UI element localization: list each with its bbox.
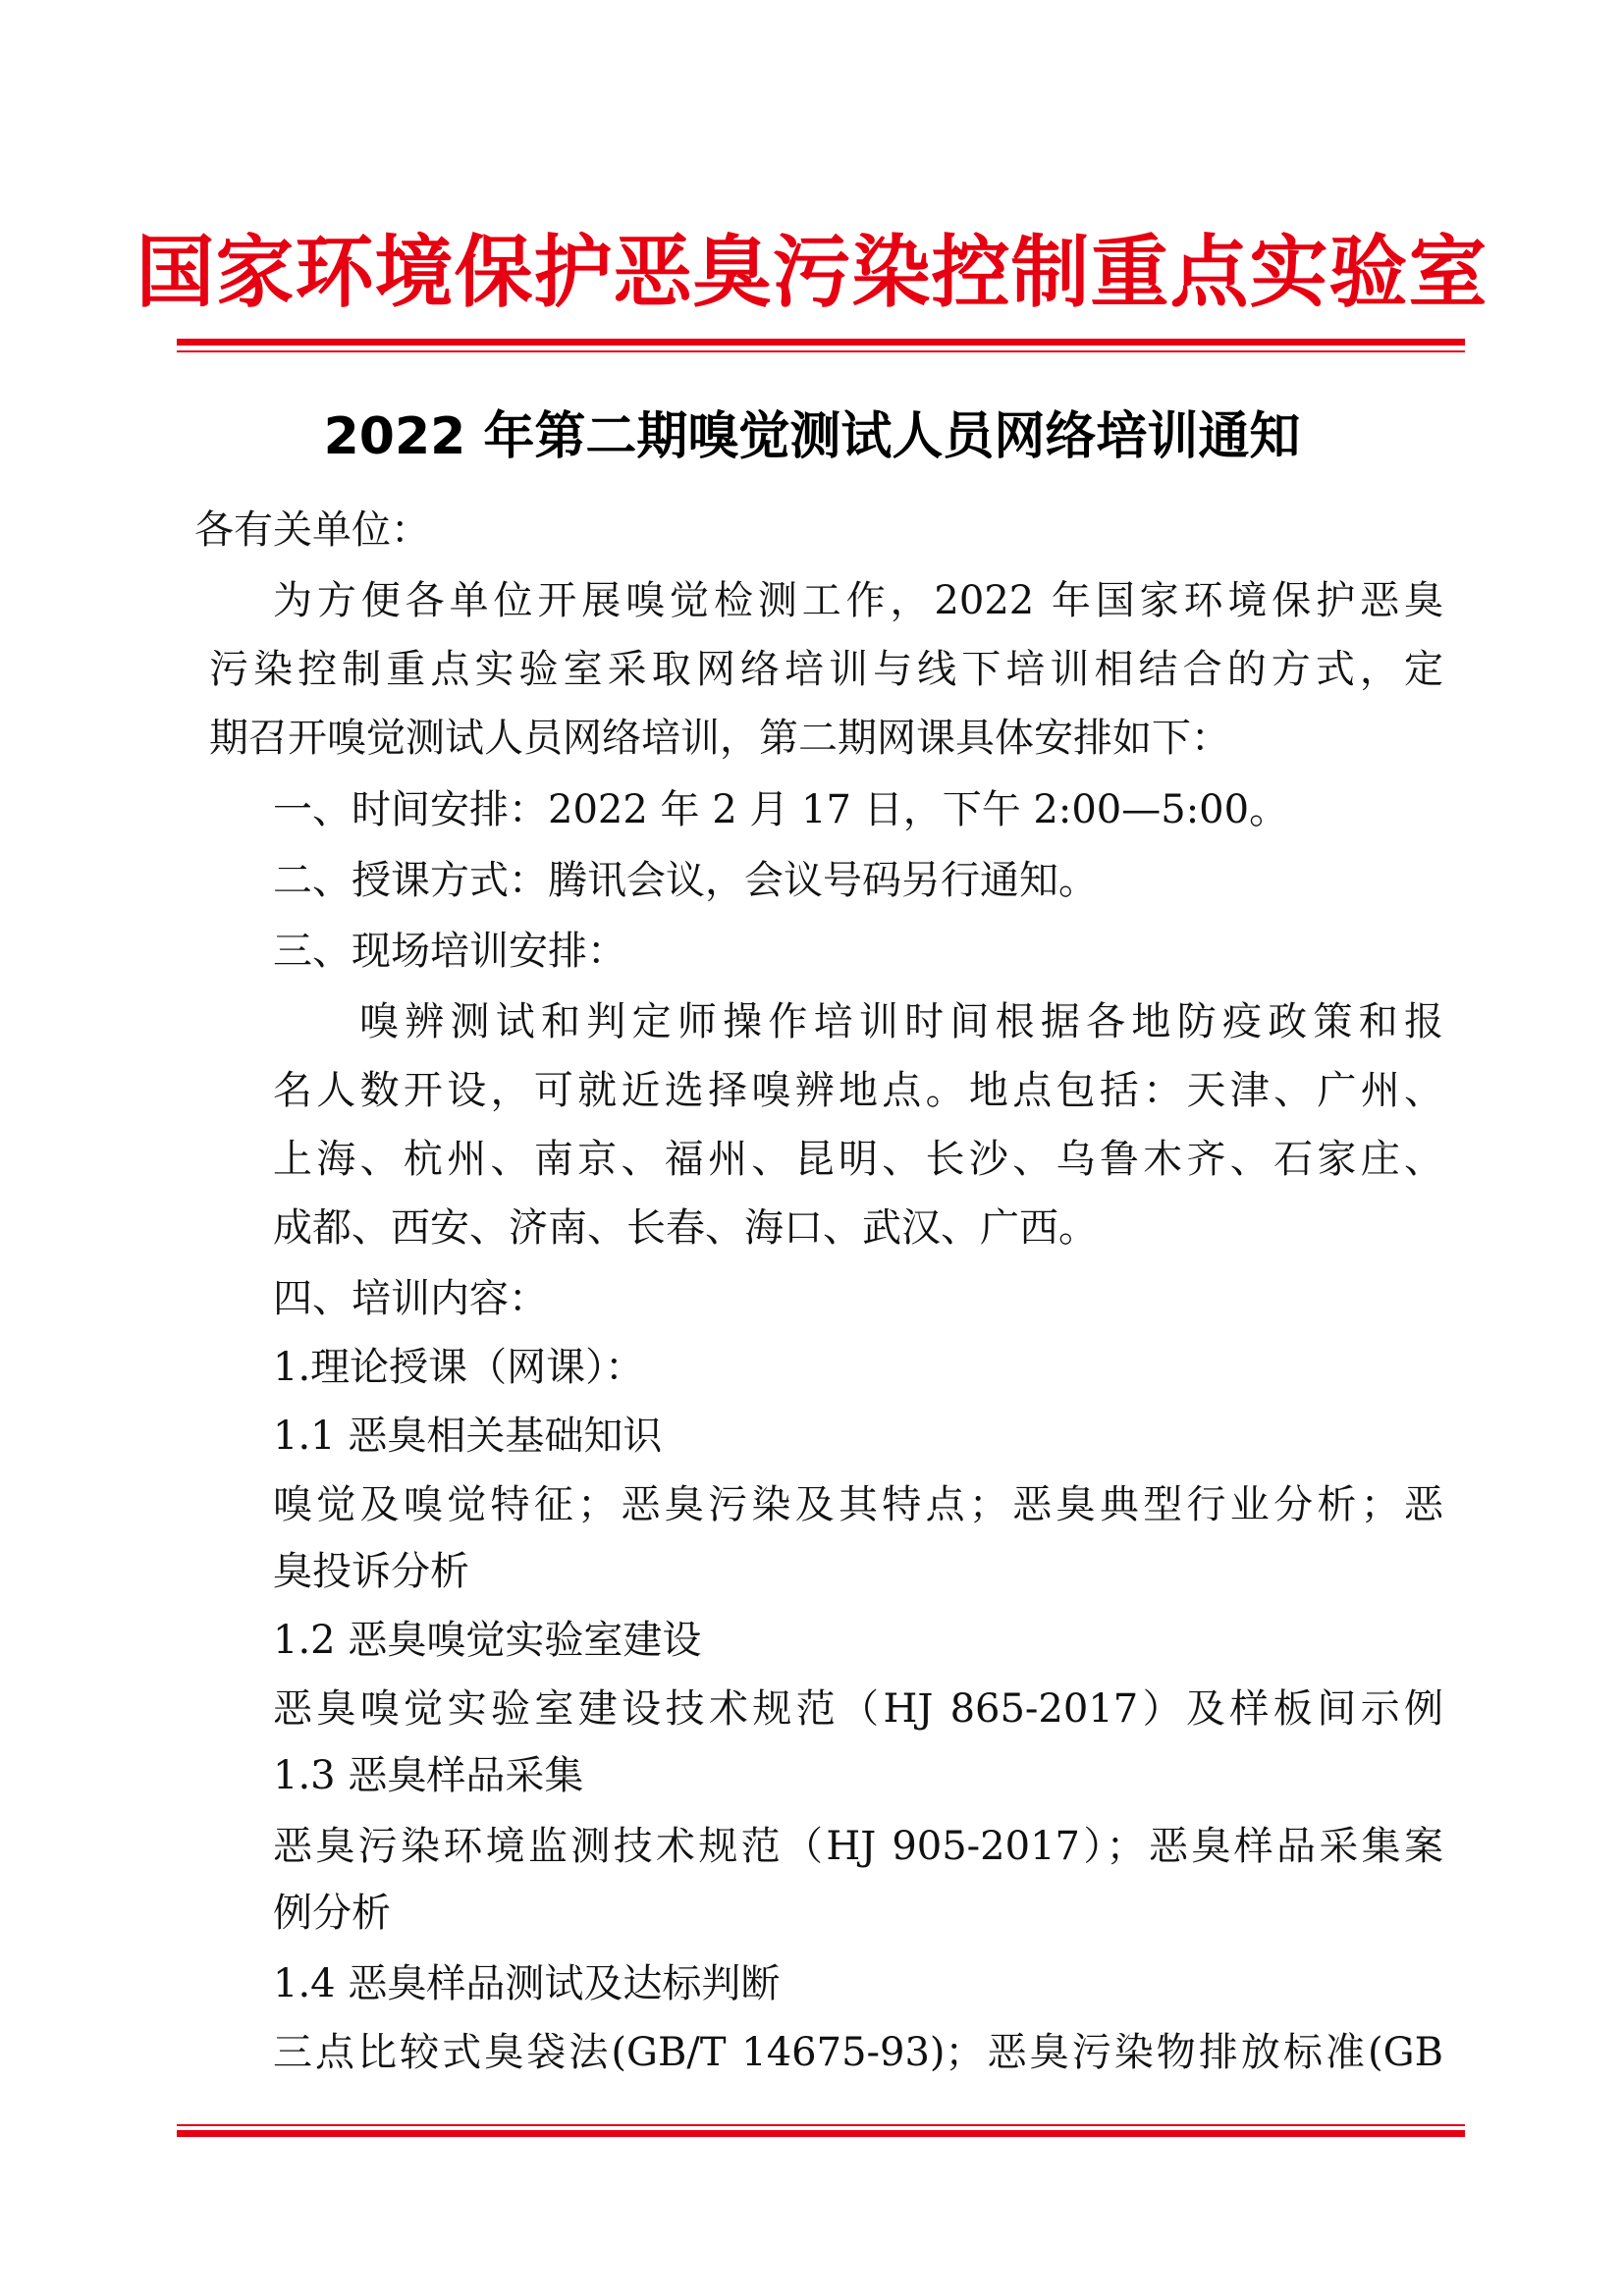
section-1-1-body-line: 臭投诉分析 [273,1549,469,1594]
onsite-body-line: 成都、西安、济南、长春、海口、武汉、广西。 [273,1205,1098,1251]
teaching-method: 二、授课方式：腾讯会议，会议号码另行通知。 [273,858,1098,903]
footer-rule-thin [177,2124,1465,2126]
section-1-3-body-line: 恶臭污染环境监测技术规范（HJ 905-2017）；恶臭样品采集案 [273,1824,1443,1869]
section-1-1-body-line: 嗅觉及嗅觉特征；恶臭污染及其特点；恶臭典型行业分析；恶 [273,1482,1443,1527]
footer-rule-thick [177,2130,1465,2137]
section-1-2-body: 恶臭嗅觉实验室建设技术规范（HJ 865-2017）及样板间示例 [273,1686,1443,1732]
onsite-body-line: 嗅辨测试和判定师操作培训时间根据各地防疫政策和报 [359,999,1443,1044]
theory-heading: 1.理论授课（网课）： [273,1345,645,1390]
onsite-body-line: 上海、杭州、南京、福州、昆明、长沙、乌鲁木齐、石家庄、 [273,1137,1443,1182]
intro-line: 污染控制重点实验室采取网络培训与线下培训相结合的方式，定 [209,647,1443,692]
section-1-4-body: 三点比较式臭袋法(GB/T 14675-93)；恶臭污染物排放标准(GB [273,2030,1443,2075]
section-1-3-heading: 1.3 恶臭样品采集 [273,1753,584,1798]
notice-title: 2022 年第二期嗅觉测试人员网络培训通知 [323,407,1301,466]
content-heading: 四、培训内容： [273,1276,548,1321]
section-1-1-heading: 1.1 恶臭相关基础知识 [273,1414,663,1459]
letterhead-rule-thin [177,350,1465,352]
section-1-4-heading: 1.4 恶臭样品测试及达标判断 [273,1961,781,2006]
intro-line: 期召开嗅觉测试人员网络培训，第二期网课具体安排如下： [209,716,1230,761]
section-1-2-heading: 1.2 恶臭嗅觉实验室建设 [273,1618,702,1663]
time-schedule: 一、时间安排：2022 年 2 月 17 日，下午 2:00—5:00。 [273,787,1289,832]
salutation: 各有关单位： [194,507,430,553]
intro-line: 为方便各单位开展嗅觉检测工作，2022 年国家环境保护恶臭 [273,578,1443,623]
letterhead-rule-thick [177,339,1465,346]
onsite-heading: 三、现场培训安排： [273,929,626,974]
section-1-3-body-line: 例分析 [273,1891,391,1936]
letterhead-organization: 国家环境保护恶臭污染控制重点实验室 [135,227,1489,318]
onsite-body-line: 名人数开设，可就近选择嗅辨地点。地点包括：天津、广州、 [273,1068,1443,1113]
